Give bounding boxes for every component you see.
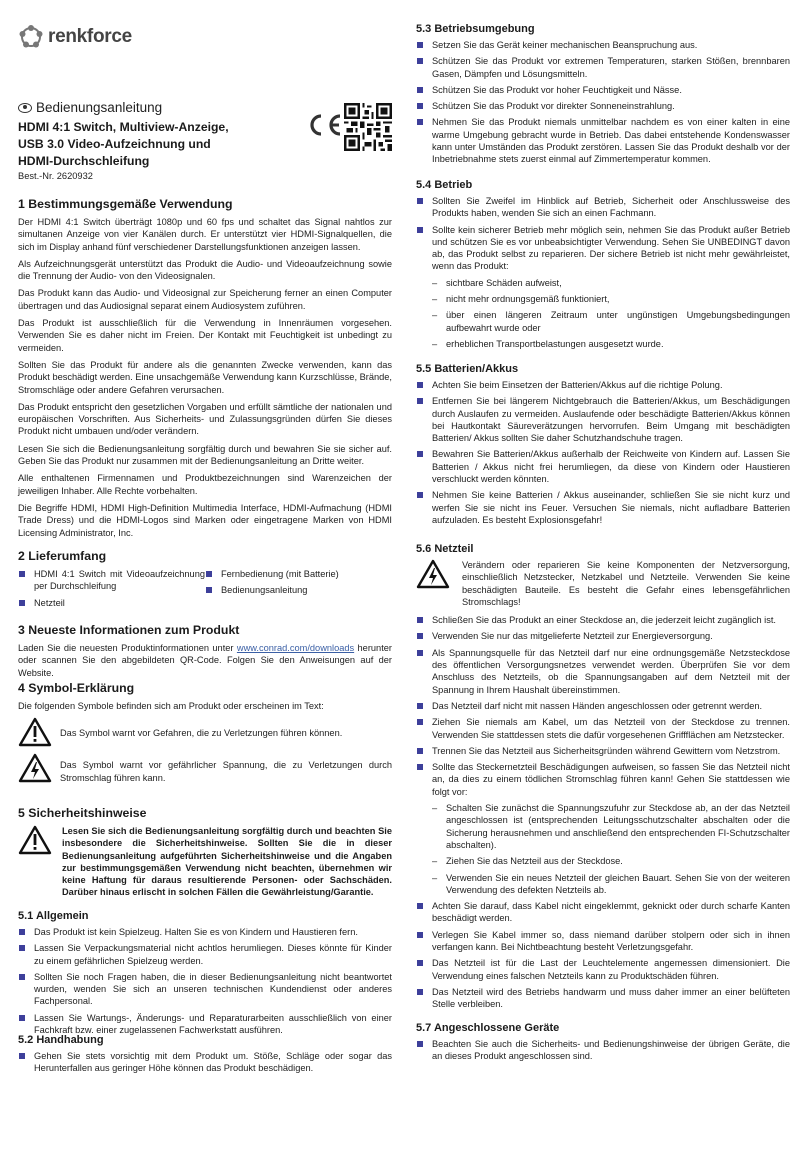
section-heading: 5 Sicherheitshinweise: [18, 806, 147, 820]
symbol-row: [18, 753, 392, 784]
subsection-heading: 5.2 Handhabung: [18, 1034, 104, 1046]
list-item: Achten Sie beim Einsetzen der Batterien/Akkus auf die richtige Polung.: [416, 379, 790, 391]
list-item: – Verwenden Sie ein neues Netzteil der gleichen Bauart. Sehen Sie von der weiteren Verwendung des defekten Netzteils ab.: [416, 872, 790, 897]
section-heading: 2 Lieferumfang: [18, 549, 107, 563]
power-warning-text: Verändern oder reparieren Sie keine Komponenten der Netzversorgung, einschließlich Netzstecker, Netzkabel und Netzteile. Verwenden Sie keine beschädigten Bauteile. Es besteht die Gefahr eines lebensgefährlichen Stromschlags!: [462, 560, 790, 607]
paragraph: Das Produkt kann das Audio- und Videosignal zur Speicherung ferner an einen Computer übertragen und das Audiosignal separat einem Audiosystem zuführen.: [18, 288, 392, 311]
list-item: Das Netzteil darf nicht mit nassen Händen angeschlossen oder getrennt werden.: [416, 700, 790, 712]
order-number: Best.-Nr. 2620932: [18, 171, 93, 181]
section-5: [18, 806, 392, 905]
paragraph: Das Produkt ist ausschließlich für die Verwendung in Innenräumen vorgesehen. Verwenden Sie es daher nicht im Freien. Der Kontakt mit Feuchtigkeit ist unbedingt zu vermeiden.: [18, 318, 392, 353]
safety-warning: [18, 825, 392, 899]
list-item: Sollten Sie noch Fragen haben, die in dieser Bedienungsanleitung nicht beantwortet wurden, wenden Sie sich an unseren technischen Kundendienst oder anderes Fachpersonal.: [18, 971, 392, 1008]
bullet-list: [416, 379, 790, 526]
downloads-link[interactable]: www.conrad.com/downloads: [236, 643, 355, 653]
manual-label: [18, 100, 162, 115]
bullet-list: [416, 39, 790, 166]
list-item: Schützen Sie das Produkt vor direkter Sonneneinstrahlung.: [416, 100, 790, 112]
section-1: [18, 197, 392, 544]
list-item: Achten Sie darauf, dass Kabel nicht eingeklemmt, geknickt oder durch scharfe Kanten beschädigt werden.: [416, 900, 790, 925]
list-item: Ziehen Sie niemals am Kabel, um das Netzteil von der Steckdose zu trennen. Verwenden Sie stattdessen stets die dafür vorgesehenen Griffflächen am Netzstecker.: [416, 716, 790, 741]
paragraph: Der HDMI 4:1 Switch überträgt 1080p und 60 fps und schaltet das Signal nahtlos zur simultanen Anzeige von vier Kanälen durch. Er unterstützt vier HDMI-Signalquellen, die sich im Display anhand fünf verschiedener Darstellungsfunktionen anzeigen lassen.: [18, 217, 392, 252]
list-item: Trennen Sie das Netzteil aus Sicherheitsgründen während Gewittern vom Netzstrom.: [416, 745, 790, 757]
renkforce-logo-icon: [18, 24, 44, 50]
paragraph: [18, 642, 392, 679]
section-5-5: [416, 362, 790, 530]
list-item: Schließen Sie das Produkt an einer Steckdose an, die jederzeit leicht zugänglich ist.: [416, 614, 790, 626]
subsection-heading: 5.3 Betriebsumgebung: [416, 23, 535, 35]
section-5-7: [416, 1021, 790, 1067]
list-item: Nehmen Sie keine Batterien / Akkus auseinander, schließen Sie sie nicht kurz und werfen Sie sie nicht ins Feuer. Versuchen Sie niemals, nicht aufladbare Batterien aufzuladen. Es besteht Explosionsgefahr!: [416, 489, 790, 526]
list-item: Schützen Sie das Produkt vor extremen Temperaturen, starken Stößen, brennbaren Gasen, Dämpfen und Lösungsmitteln.: [416, 55, 790, 80]
list-item: Verlegen Sie Kabel immer so, dass niemand darüber stolpern oder sich in ihnen verfangen kann. Bei Nichtbeachtung besteht Verletzungsgefahr.: [416, 929, 790, 954]
electric-hazard-icon: [18, 753, 52, 783]
ce-mark-icon: [304, 112, 344, 138]
list-item: Das Netzteil wird des Betriebs handwarm und muss daher immer an einer belüfteten Stelle verbleiben.: [416, 986, 790, 1011]
section-5-1: [18, 909, 392, 1040]
list-item: Als Spannungsquelle für das Netzteil darf nur eine ordnungsgemäße Netzsteckdose des öffentlichen Versorgungsnetzes verwendet werden. Überprüfen Sie vor dem Anschluss des Netzteils, ob die Spannungsangaben auf dem Netzteil mit der Spannung in Ihrem Haushalt übereinstimmen.: [416, 647, 790, 696]
paragraph: Alle enthaltenen Firmennamen und Produktbezeichnungen sind Warenzeichen der jeweiligen Inhaber. Alle Rechte vorbehalten.: [18, 473, 392, 496]
subsection-heading: 5.6 Netzteil: [416, 543, 474, 555]
symbol-description: Das Symbol warnt vor gefährlicher Spannung, die zu Verletzungen durch Stromschlag führen kann.: [60, 760, 392, 783]
renkforce-logo: [18, 24, 132, 50]
text-fragment: herunter oder scannen Sie den abgebildeten QR-Code. Folgen Sie den Anweisungen auf der Website.: [18, 643, 392, 678]
delivery-list-left: [18, 568, 205, 613]
list-item: Sollten Sie Zweifel im Hinblick auf Betrieb, Sicherheit oder Anschlussweise des Produkts haben, wenden Sie sich an einen Fachmann.: [416, 195, 790, 220]
qr-code[interactable]: [344, 103, 392, 151]
list-item: Nehmen Sie das Produkt niemals unmittelbar nachdem es von einer kalten in eine warme Umgebung gebracht wurde in Betrieb. Das dabei entstehende Kondenswasser kann unter Umständen das Produkt zerstören. Lassen Sie das Produkt deshalb vor der Inbetriebnahme stets zuerst einmal auf Zimmertemperatur kommen.: [416, 116, 790, 165]
symbol-description: Das Symbol warnt vor Gefahren, die zu Verletzungen führen können.: [60, 728, 343, 739]
bullet-list: [416, 195, 790, 273]
warning-triangle-icon: [18, 825, 52, 855]
list-item: Bewahren Sie Batterien/Akkus außerhalb der Reichweite von Kindern auf. Lassen Sie Batterien / Akkus nicht frei herumliegen, da diese von Kindern oder Haustieren verschluckt werden könnten.: [416, 448, 790, 485]
bullet-list: [18, 926, 392, 1036]
safety-warning-text: Lesen Sie sich die Bedienungsanleitung sorgfältig durch und beachten Sie insbesondere die Sicherheitshinweise. Sollten Sie die in dieser Bedienungsanleitung aufgeführten Sicherheitshinweise und die Angaben zur bestimmungsgemäßen Verwendung nicht beachten, übernehmen wir keine Haftung für daraus resultierende Personen- oder Sachschäden. Darüber hinaus erlischt in solchen Fällen die Gewährleistung/Garantie.: [62, 826, 392, 898]
section-5-4: [416, 178, 790, 354]
warning-triangle-icon: [18, 717, 52, 747]
manual-label-text: Bedienungsanleitung: [36, 100, 163, 115]
electric-hazard-icon: [416, 559, 450, 589]
list-item: Lassen Sie Verpackungsmaterial nicht achtlos herumliegen. Dieses könnte für Kinder zu einem gefährlichen Spielzeug werden.: [18, 942, 392, 967]
list-item: Gehen Sie stets vorsichtig mit dem Produkt um. Stöße, Schläge oder sogar das Herunterfallen aus geringer Höhe können das Produkt beschädigen.: [18, 1050, 392, 1075]
list-item: – sichtbare Schäden aufweist,: [416, 277, 790, 289]
list-item: HDMI 4:1 Switch mit Videoaufzeichnung per Durchschleifung: [18, 568, 205, 593]
section-heading: 4 Symbol-Erklärung: [18, 681, 135, 695]
paragraph: Als Aufzeichnungsgerät unterstützt das Produkt die Audio- und Videoaufzeichnung sowie die Trennung der Audio- von den Videosignalen.: [18, 258, 392, 282]
list-item: Setzen Sie das Gerät keiner mechanischen Beanspruchung aus.: [416, 39, 790, 51]
delivery-list-right: [205, 568, 392, 613]
list-item: Schützen Sie das Produkt vor hoher Feuchtigkeit und Nässe.: [416, 84, 790, 96]
section-3: [18, 623, 392, 684]
subsection-heading: 5.7 Angeschlossene Geräte: [416, 1022, 560, 1034]
list-item: Sollte das Steckernetzteil Beschädigungen aufweisen, so fassen Sie das Netzteil nicht an, da dies zu einem tödlichen Stromschlag führen kann! Gehen Sie stattdessen wie folgt vor:: [416, 761, 790, 798]
list-item: Sollte kein sicherer Betrieb mehr möglich sein, nehmen Sie das Produkt außer Betrieb und schützen Sie es vor unbeabsichtigter Verwendung. Sehen Sie UNBEDINGT davon ab, das Produkt selbst zu reparieren. Der sichere Betrieb ist nicht mehr gewährleistet, wenn das Produkt:: [416, 224, 790, 273]
list-item: Lassen Sie Wartungs-, Änderungs- und Reparaturarbeiten ausschließlich von einer Fachkraft bzw. einer zugelassenen Fachwerkstatt ausführen.: [18, 1012, 392, 1037]
subsection-heading: 5.5 Batterien/Akkus: [416, 363, 519, 375]
list-item: Verwenden Sie nur das mitgelieferte Netzteil zur Energieversorgung.: [416, 630, 790, 642]
paragraph: Das Produkt entspricht den gesetzlichen Vorgaben und erfüllt sämtliche der nationalen und europäischen Vorschriften. Aus Sicherheits- und Zulassungsgründen dürfen Sie dieses Produkt nicht umbauen und/oder verändern.: [18, 401, 392, 437]
section-2: [18, 549, 392, 613]
paragraph: Die folgenden Symbole befinden sich am Produkt oder erscheinen im Text:: [18, 701, 324, 711]
paragraph: Lesen Sie sich die Bedienungsanleitung sorgfältig durch und bewahren Sie sie sicher auf. Geben Sie das Produkt nur zusammen mit der Bedienungsanleitung an Dritte weiter.: [18, 443, 392, 467]
bullet-list: [416, 614, 790, 798]
section-4: [18, 681, 392, 790]
list-item: Entfernen Sie bei längerem Nichtgebrauch die Batterien/Akkus, um Beschädigungen durch Auslaufen zu vermeiden. Auslaufende oder beschädigte Batterien/Akkus können bei Hautkontakt Säureverätzungen hervorrufen. Beim Umgang mit beschädigten Batterien/ Akkus sollten Sie daher Schutzhandschuhe tragen.: [416, 395, 790, 444]
list-item: – über einen längeren Zeitraum unter ungünstigen Umgebungsbedingungen aufbewahrt wurde oder: [416, 309, 790, 334]
eye-icon: [18, 103, 32, 113]
subsection-heading: 5.1 Allgemein: [18, 910, 89, 922]
list-item: Fernbedienung (mit Batterie): [205, 568, 392, 580]
section-5-6: [416, 542, 790, 1015]
list-item: Das Produkt ist kein Spielzeug. Halten Sie es von Kindern und Haustieren fern.: [18, 926, 392, 938]
list-item: – erheblichen Transportbelastungen ausgesetzt wurde.: [416, 338, 790, 350]
subsection-heading: 5.4 Betrieb: [416, 179, 473, 191]
bullet-list: [18, 1050, 392, 1075]
section-5-3: [416, 22, 790, 170]
dash-list: [416, 802, 790, 896]
symbol-row: [18, 717, 392, 747]
list-item: Bedienungsanleitung: [205, 584, 392, 596]
dash-list: [416, 277, 790, 350]
delivery-list: [18, 568, 392, 613]
section-heading: 3 Neueste Informationen zum Produkt: [18, 623, 240, 637]
bullet-list: [416, 1038, 790, 1063]
list-item: Beachten Sie auch die Sicherheits- und Bedienungshinweise der übrigen Geräte, die an dieses Produkt angeschlossen sind.: [416, 1038, 790, 1063]
bullet-list: [416, 900, 790, 1010]
list-item: – Ziehen Sie das Netzteil aus der Steckdose.: [416, 855, 790, 867]
list-item: – Schalten Sie zunächst die Spannungszufuhr zur Steckdose ab, an der das Netzteil angeschlossen ist (entsprechenden Leitungsschutzschalter abschalten oder die Sicherung herausnehmen und anschließend den entsprechenden FI-Schutzschalter abschalten).: [416, 802, 790, 851]
paragraph: Die Begriffe HDMI, HDMI High-Definition Multimedia Interface, HDMI-Aufmachung (HDMI Trade Dress) und die HDMI-Logos sind Marken oder eingetragene Marken von HDMI Licensing Administrator, Inc.: [18, 502, 392, 538]
power-warning: [416, 559, 790, 608]
section-heading: 1 Bestimmungsgemäße Verwendung: [18, 197, 233, 211]
list-item: – nicht mehr ordnungsgemäß funktioniert,: [416, 293, 790, 305]
list-item: Das Netzteil ist für die Last der Leuchtelemente angemessen dimensioniert. Die Verwendung eines falschen Netzteils kann zu Produktschäden führen.: [416, 957, 790, 982]
paragraph: Sollten Sie das Produkt für andere als die genannten Zwecke verwenden, kann das Produkt beschädigt werden. Eine unsachgemäße Verwendung kann Kurzschlüsse, Brände, Stromschläge oder andere Gefahren verursachen.: [18, 359, 392, 395]
brand-name: renkforce: [48, 26, 132, 47]
text-fragment: Laden Sie die neuesten Produktinformationen unter: [18, 643, 237, 653]
product-title: HDMI 4:1 Switch, Multiview-Anzeige, USB 3.0 Video-Aufzeichnung und HDMI-Durchschleifung: [18, 120, 229, 168]
section-5-2: [18, 1033, 392, 1079]
list-item: Netzteil: [18, 597, 205, 609]
